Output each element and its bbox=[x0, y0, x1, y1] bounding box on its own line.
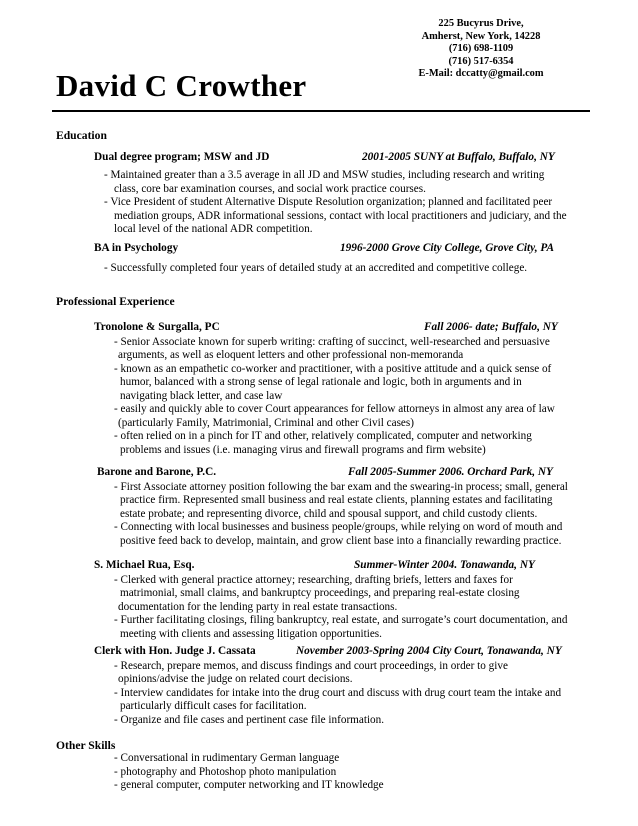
job4-line: opinions/advise the judge on related court decisions. bbox=[118, 673, 353, 685]
job3-employer: S. Michael Rua, Esq. bbox=[94, 559, 195, 571]
job1-line: - Senior Associate known for superb writing: crafting of succinct, well-researched and persuasive bbox=[114, 336, 550, 348]
job2-line: - First Associate attorney position following the bar exam and the swearing-in process; small, general bbox=[114, 481, 568, 493]
section-experience-title: Professional Experience bbox=[56, 295, 175, 308]
address-street: 225 Bucyrus Drive, bbox=[438, 18, 524, 29]
section-skills-title: Other Skills bbox=[56, 739, 116, 752]
phone-1: (716) 698-1109 bbox=[448, 43, 514, 55]
email: E-Mail: dccatty@gmail.com bbox=[418, 68, 544, 80]
job1-line: humor, balanced with a strong sense of legal rationale and logic, both in arguments and in bbox=[120, 376, 522, 388]
job1-line: problems and issues (i.e. managing virus and firewall programs and firm website) bbox=[120, 444, 486, 456]
job3-line: - Further facilitating closings, filing bankruptcy, real estate, and surrogate’s court documentation, and bbox=[114, 614, 568, 626]
job3-line: - Clerked with general practice attorney; researching, drafting briefs, letters and faxes for bbox=[114, 574, 513, 586]
job1-line: - easily and quickly able to cover Court appearances for fellow attorneys in almost any area of law bbox=[114, 403, 555, 415]
job1-line: navigating black letter, and case law bbox=[120, 390, 283, 402]
job1-line: - often relied on in a pinch for IT and other, relatively complicated, computer and networking bbox=[114, 430, 532, 442]
edu2-line: - Successfully completed four years of detailed study at an accredited and competitive college. bbox=[104, 262, 528, 274]
edu1-line: class, core bar examination courses, and social work practice courses. bbox=[114, 183, 426, 195]
section-education-title: Education bbox=[56, 129, 107, 142]
skill-line: - general computer, computer networking and IT knowledge bbox=[114, 779, 384, 791]
job4-line: - Interview candidates for intake into the drug court and discuss with drug court team the intake and bbox=[114, 687, 562, 699]
skill-line: - Conversational in rudimentary German language bbox=[114, 752, 340, 764]
job2-line: - Connecting with local businesses and business people/groups, while relying on word of mouth and bbox=[114, 521, 563, 533]
edu1-line: - Maintained greater than a 3.5 average in all JD and MSW studies, including research and writing bbox=[104, 169, 545, 181]
job3-line: matrimonial, small claims, and bankruptcy proceedings, and preparing real-estate closing bbox=[120, 587, 520, 599]
candidate-name: David C Crowther bbox=[56, 68, 307, 103]
edu1-degree: Dual degree program; MSW and JD bbox=[94, 151, 270, 163]
job4-line: - Research, prepare memos, and discuss findings and court proceedings, in order to give bbox=[114, 660, 508, 672]
job3-dates-location: Summer-Winter 2004. Tonawanda, NY bbox=[354, 559, 535, 571]
edu1-line: local level of the national ADR competition. bbox=[114, 223, 313, 235]
job4-line: particularly difficult cases for facilitation. bbox=[120, 700, 307, 712]
job1-line: (particularly Family, Matrimonial, Criminal and other Civil cases) bbox=[118, 417, 414, 429]
edu1-dates-school: 2001-2005 SUNY at Buffalo, Buffalo, NY bbox=[362, 151, 555, 163]
job4-line: - Organize and file cases and pertinent case file information. bbox=[114, 714, 385, 726]
header-divider bbox=[52, 110, 590, 112]
job3-line: documentation for the lending party in real estate transactions. bbox=[118, 601, 398, 613]
job4-dates-location: November 2003-Spring 2004 City Court, Tonawanda, NY bbox=[296, 645, 562, 657]
phone-2: (716) 517-6354 bbox=[448, 55, 514, 67]
edu2-dates-school: 1996-2000 Grove City College, Grove City, PA bbox=[340, 242, 554, 254]
edu1-line: - Vice President of student Alternative Dispute Resolution organization; planned and facilitated peer bbox=[104, 196, 553, 208]
edu2-degree: BA in Psychology bbox=[94, 242, 179, 254]
job2-line: positive feed back to develop, maintain, and grow client base into a financially rewarding practice. bbox=[120, 535, 562, 547]
contact-block bbox=[392, 18, 570, 81]
address-city: Amherst, New York, 14228 bbox=[421, 30, 541, 42]
job4-employer: Clerk with Hon. Judge J. Cassata bbox=[94, 645, 256, 657]
job3-line: meeting with clients and assessing litigation opportunities. bbox=[120, 628, 382, 640]
job1-dates-location: Fall 2006- date; Buffalo, NY bbox=[424, 321, 558, 333]
skill-line: - photography and Photoshop photo manipulation bbox=[114, 766, 337, 778]
job1-line: - known as an empathetic co-worker and practitioner, with a positive attitude and a quick sense of bbox=[114, 363, 552, 375]
edu1-line: mediation groups, ADR informational sessions, contact with local practitioners and judiciary, and the bbox=[114, 210, 567, 222]
job2-line: practice firm. Represented small business and real estate clients, planning estates and facilitating bbox=[120, 494, 553, 506]
job2-employer: Barone and Barone, P.C. bbox=[97, 466, 217, 478]
job2-line: estate probate; and representing divorce, child and spousal support, and child custody clients. bbox=[120, 508, 538, 520]
job1-line: arguments, as well as eloquent letters and other professional non-memoranda bbox=[118, 349, 464, 361]
job1-employer: Tronolone & Surgalla, PC bbox=[94, 321, 220, 333]
job2-dates-location: Fall 2005-Summer 2006. Orchard Park, NY bbox=[348, 466, 553, 478]
